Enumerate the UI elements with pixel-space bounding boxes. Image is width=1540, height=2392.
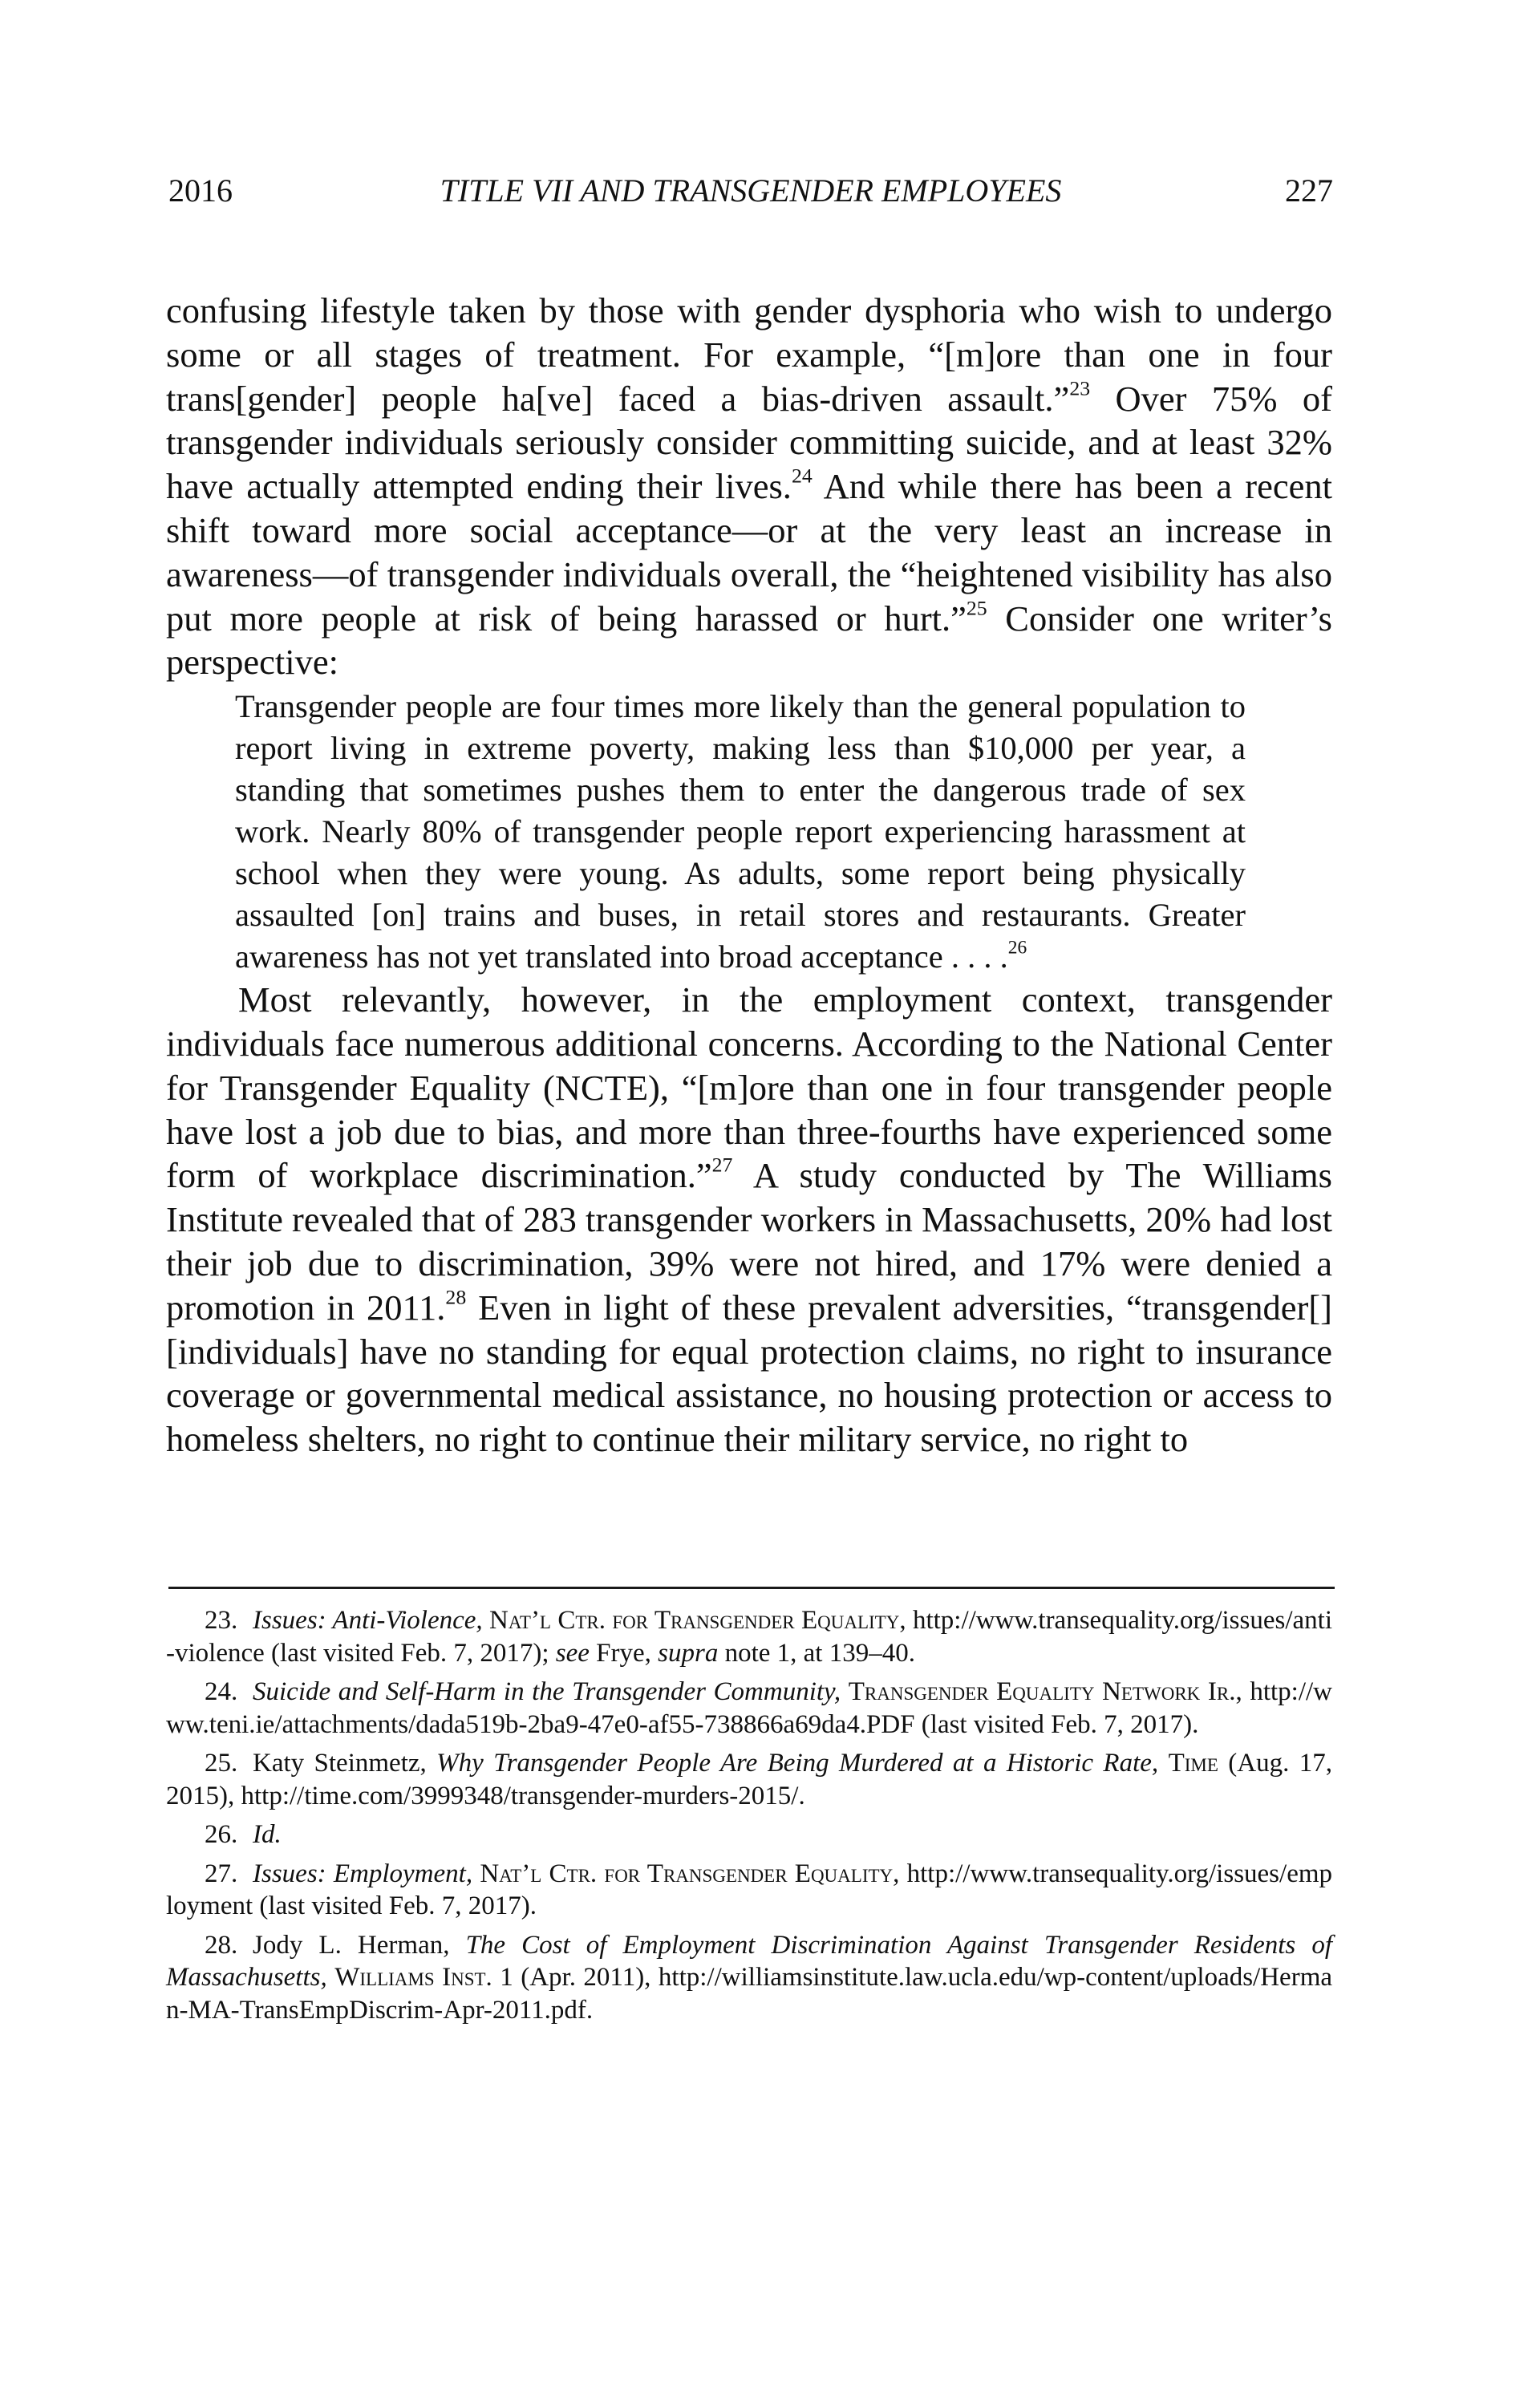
text-run: confusing lifestyle taken by those with gender dysphoria who wish to undergo some or all stages of treatment. For example, “[m]ore than one in four trans[gender] people ha[ve] faced a bias-driven assault.” — [166, 290, 1332, 419]
footnote-author: Jody L. Herman, — [253, 1930, 466, 1960]
text-run: Consider one writer’s perspective: — [166, 598, 1332, 683]
text-run: Over 75% of transgender individuals seriously consider committing suicide, and at least 32% have actually attempted ending their lives. — [166, 378, 1332, 507]
body-text — [166, 289, 1332, 1462]
block-quote — [235, 686, 1246, 978]
footnote-link[interactable]: http://www.transequality.org/issues/anti-violence — [166, 1606, 1333, 1668]
footnote-ref-23[interactable]: 23 — [1069, 376, 1091, 400]
footnote-text: (last visited Feb. 7, 2017). — [253, 1891, 537, 1920]
footnote-number: 26. — [205, 1820, 238, 1849]
page-header — [168, 167, 1333, 215]
footnote-link[interactable]: http://time.com/3999348/transgender-murders-2015/. — [241, 1781, 805, 1810]
footnote-source: Williams Inst. — [334, 1963, 492, 1992]
footnote-link[interactable]: http://www.teni.ie/attachments/dada519b-2ba9-47e0-af55-738866a69da4.PDF — [166, 1677, 1333, 1739]
footnote-title: Suicide and Self-Harm in the Transgender Community, — [253, 1677, 841, 1706]
footnote-source: Time — [1168, 1749, 1218, 1778]
footnote-ref-25[interactable]: 25 — [966, 596, 987, 620]
text-run: And while there has been a recent shift toward more social acceptance—or at the very least an increase in awareness—of transgender individuals overall, the “heightened visibility has also put more people at risk of being harassed or hurt.” — [166, 466, 1332, 639]
running-title: TITLE VII AND TRANSGENDER EMPLOYEES — [440, 172, 1062, 209]
footnote-divider — [168, 1587, 1335, 1589]
quote-text: Transgender people are four times more likely than the general population to report living in extreme poverty, making less than $10,000 per year, a standing that sometimes pushes them to enter the dangerous trade of sex work. Nearly 80% of transgender people report experiencing harassment at school when they were young. As adults, some report being physically assaulted [on] trains and buses, in retail stores and restaurants. Greater awareness has not yet translated into broad acceptance . . . . — [235, 688, 1246, 975]
footnote-24 — [166, 1676, 1332, 1741]
footnote-text: note 1, at 139–40. — [718, 1638, 915, 1668]
paragraph-continued — [166, 289, 1332, 684]
footnote-26 — [166, 1818, 1332, 1851]
footnote-ref-26[interactable]: 26 — [1007, 937, 1027, 959]
footnote-text: Frye, — [589, 1638, 659, 1668]
footnote-title: Issues: Employment, — [253, 1859, 473, 1888]
footnote-source: Transgender Equality Network Ir., — [848, 1677, 1242, 1706]
footnote-23 — [166, 1604, 1332, 1669]
header-year: 2016 — [168, 172, 233, 209]
footnote-title: The Cost of Employment Discrimination Against Transgender Residents of Massachusetts, — [166, 1930, 1332, 1992]
footnotes — [166, 1604, 1332, 2033]
footnote-ref-28[interactable]: 28 — [445, 1285, 467, 1309]
footnote-link[interactable]: http://www.transequality.org/issues/employment — [166, 1859, 1333, 1920]
footnote-27 — [166, 1858, 1332, 1923]
footnote-link[interactable]: http://williamsinstitute.law.ucla.edu/wp-content/uploads/Herman-MA-TransEmpDiscrim-Apr-2011.pdf. — [166, 1963, 1333, 2025]
footnote-number: 27. — [205, 1859, 238, 1888]
footnote-25 — [166, 1747, 1332, 1812]
footnote-28 — [166, 1929, 1332, 2027]
footnote-ref-24[interactable]: 24 — [791, 464, 813, 488]
footnote-number: 28. — [205, 1930, 238, 1960]
footnote-title: Issues: Anti-Violence, — [253, 1606, 483, 1635]
footnote-title: Why Transgender People Are Being Murdered at a Historic Rate, — [436, 1749, 1159, 1778]
paragraph-employment — [166, 978, 1332, 1462]
footnote-text: (Aug. 17, 2015), — [166, 1749, 1332, 1810]
footnote-signal: Id. — [253, 1820, 282, 1849]
footnote-text: 1 (Apr. 2011), — [492, 1963, 659, 1992]
footnote-ref-27[interactable]: 27 — [711, 1153, 733, 1178]
footnote-text: (last visited Feb. 7, 2017); — [264, 1638, 556, 1668]
footnote-source: Nat’l Ctr. for Transgender Equality, — [489, 1606, 906, 1635]
footnote-number: 25. — [205, 1749, 238, 1778]
text-run: A study conducted by The Williams Institute revealed that of 283 transgender workers in Massachusetts, 20% had lost their job due to discrimination, 39% were not hired, and 17% were denied a promotion in 2011. — [166, 1155, 1332, 1328]
page-number: 227 — [1285, 172, 1333, 209]
text-run: Even in light of these prevalent adversities, “transgender[] [individuals] have no standing for equal protection claims, no right to insurance coverage or governmental medical assistance, no housing protection or access to homeless shelters, no right to continue their military service, no right to — [166, 1287, 1332, 1460]
footnote-source: Nat’l Ctr. for Transgender Equality, — [480, 1859, 900, 1888]
text-run: Most relevantly, however, in the employment context, transgender individuals face numerous additional concerns. According to the National Center for Transgender Equality (NCTE), “[m]ore than one in four transgender people have lost a job due to bias, and more than three-fourths have experienced some form of workplace discrimination.” — [166, 979, 1332, 1196]
footnote-author: Katy Steinmetz, — [253, 1749, 437, 1778]
footnote-signal: supra — [658, 1638, 719, 1668]
footnote-text: (last visited Feb. 7, 2017). — [914, 1709, 1199, 1739]
footnote-number: 24. — [205, 1677, 238, 1706]
footnote-signal: see — [555, 1638, 590, 1668]
footnote-number: 23. — [205, 1606, 238, 1635]
